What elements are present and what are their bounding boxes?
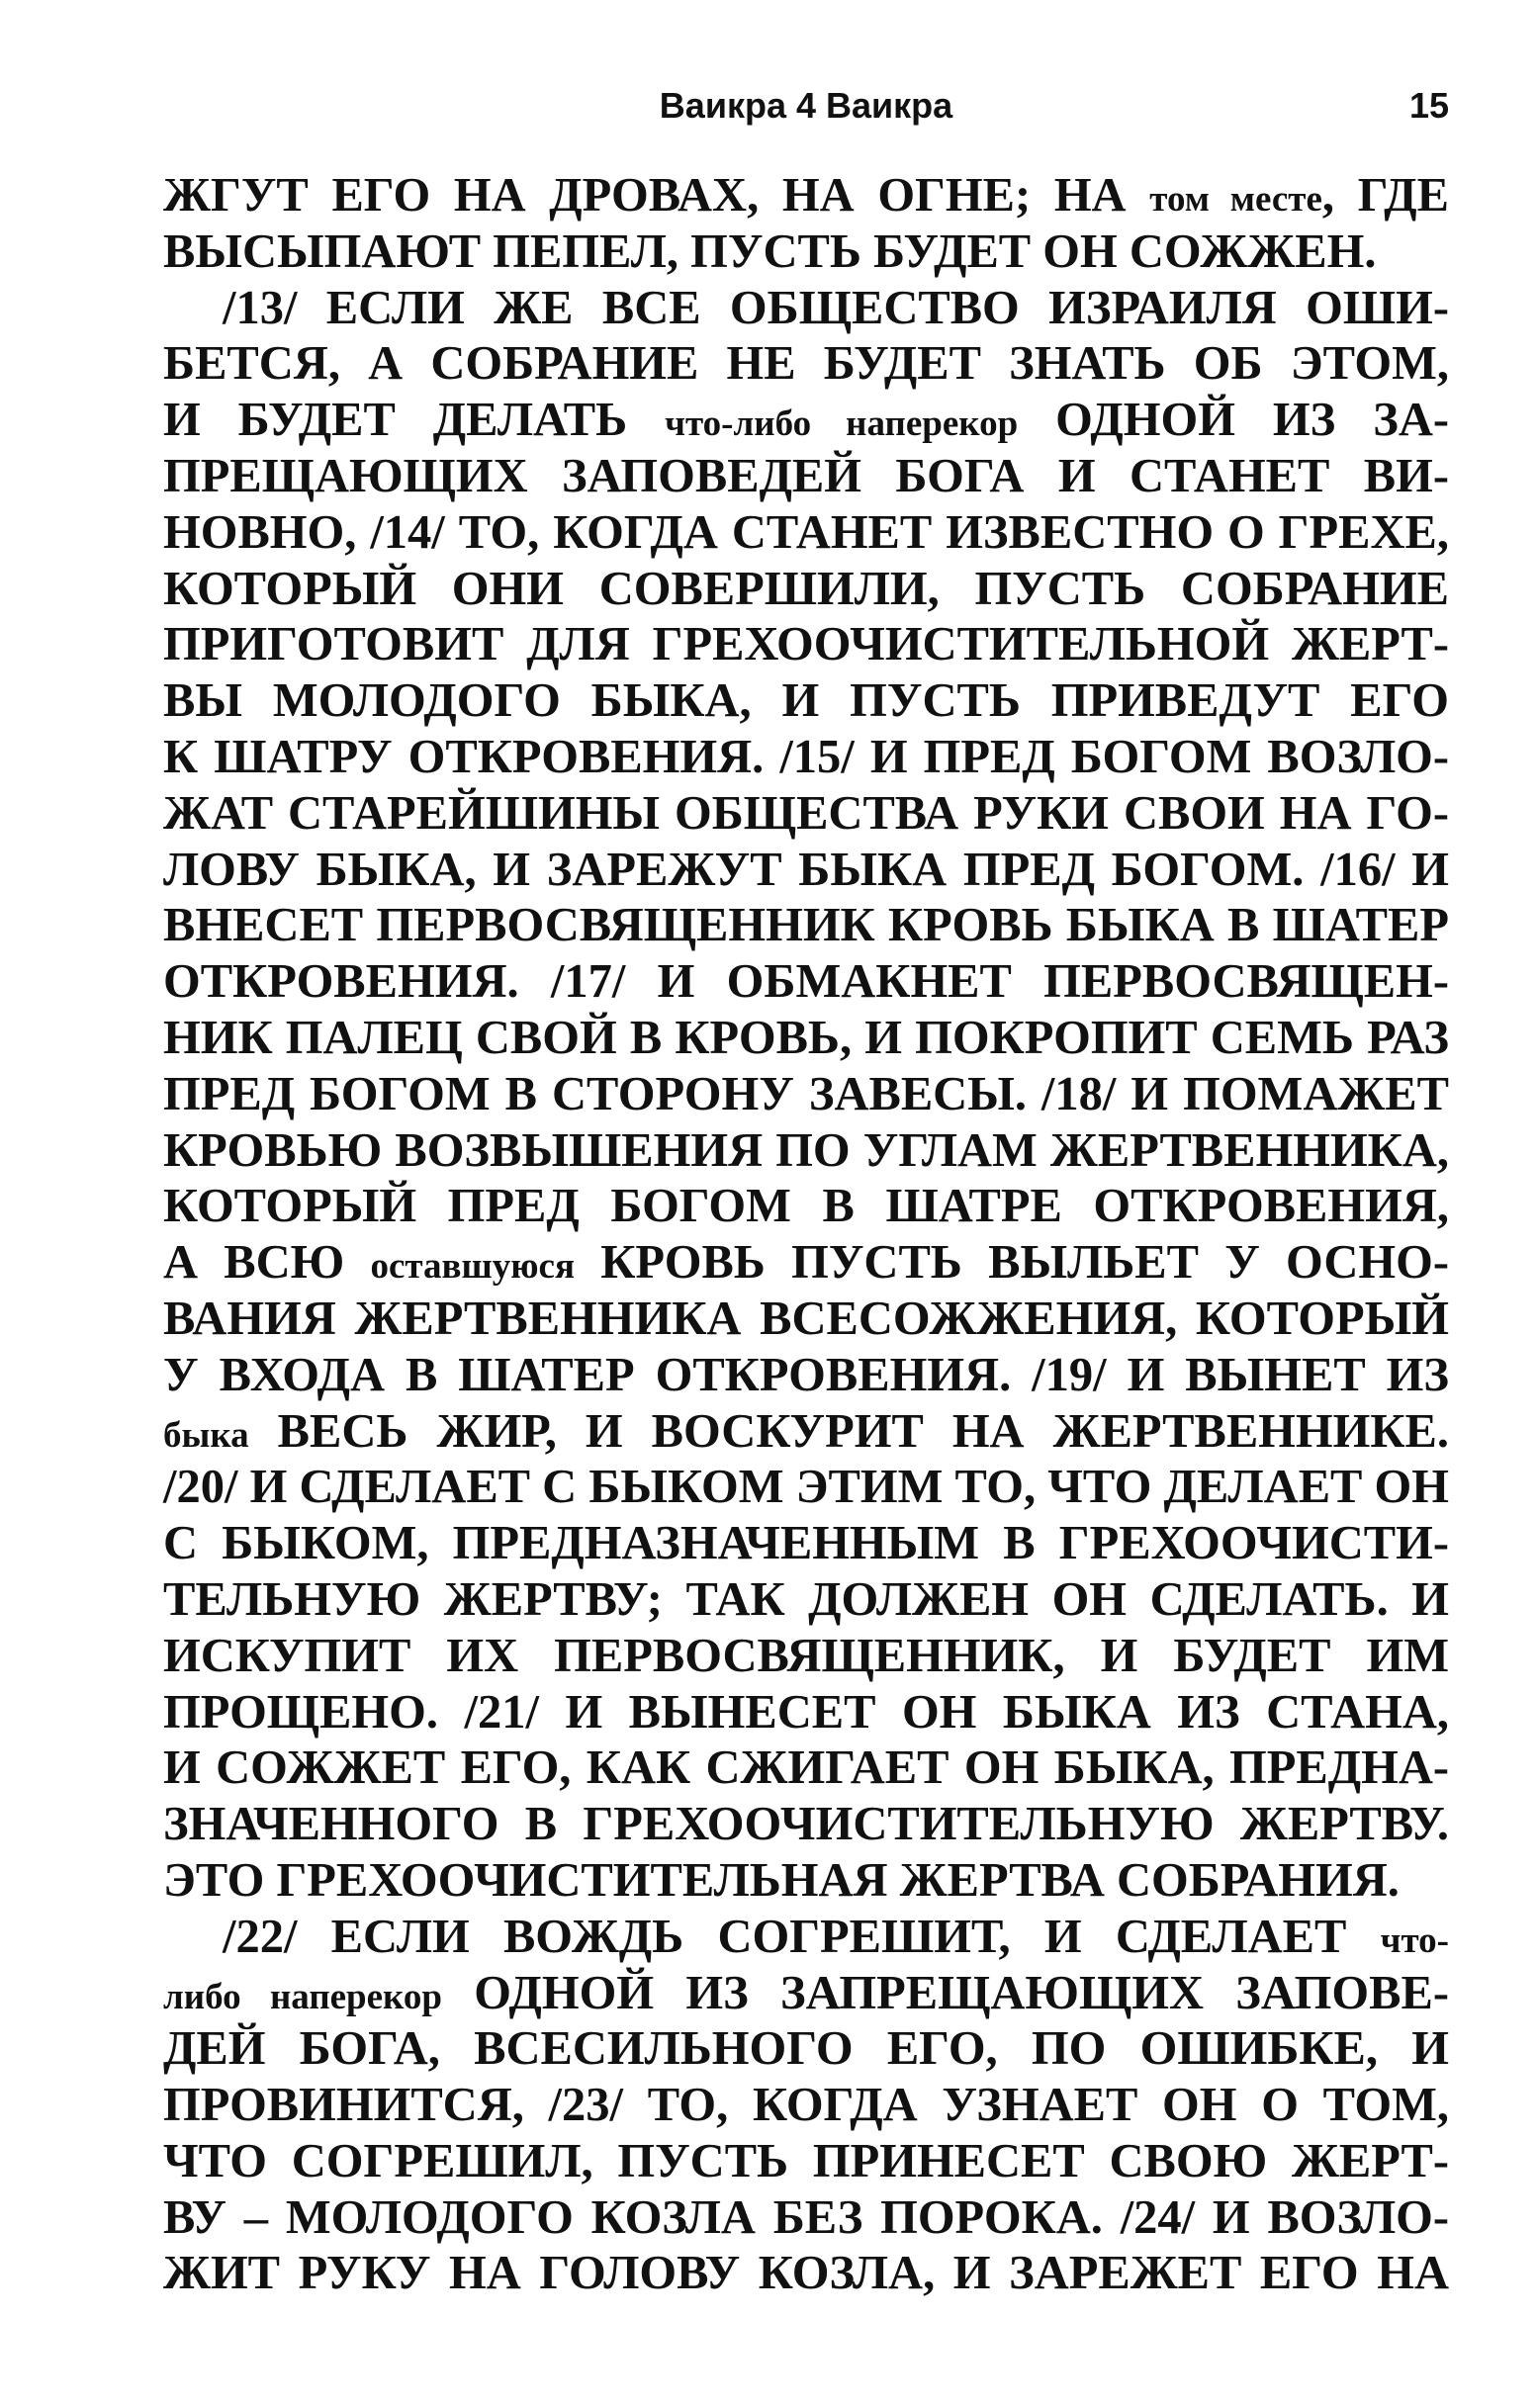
text-line: ПРЕЩАЮЩИХ ЗАПОВЕДЕЙ БОГА И СТАНЕТ ВИ-: [163, 449, 1449, 502]
page-number: 15: [1408, 85, 1449, 126]
text-line: ВЫ МОЛОДОГО БЫКА, И ПУСТЬ ПРИВЕДУТ ЕГО: [163, 674, 1449, 728]
text-line: ТЕЛЬНУЮ ЖЕРТВУ; ТАК ДОЛЖЕН ОН СДЕЛАТЬ. И: [163, 1572, 1449, 1626]
text-line: ЭТО ГРЕХООЧИСТИТЕЛЬНАЯ ЖЕРТВА СОБРАНИЯ.: [163, 1853, 1400, 1907]
text-line: БЕТСЯ, А СОБРАНИЕ НЕ БУДЕТ ЗНАТЬ ОБ ЭТОМ,: [163, 337, 1449, 391]
text-line: ПРОВИНИТСЯ, /23/ ТО, КОГДА УЗНАЕТ ОН О ТОМ,: [163, 2079, 1449, 2132]
body-text: [163, 168, 1449, 2302]
text-line: А ВСЮ оставшуюся КРОВЬ ПУСТЬ ВЫЛЬЕТ У ОСНО-: [163, 1236, 1449, 1290]
text-line: ВУ – МОЛОДОГО КОЗЛА БЕЗ ПОРОКА. /24/ И ВОЗЛО-: [163, 2190, 1449, 2244]
text-line: И СОЖЖЕТ ЕГО, КАК СЖИГАЕТ ОН БЫКА, ПРЕДНА-: [163, 1741, 1449, 1795]
text-line: /13/ ЕСЛИ ЖЕ ВСЕ ОБЩЕСТВО ИЗРАИЛЯ ОШИ-: [223, 281, 1449, 334]
text-line: ОТКРОВЕНИЯ. /17/ И ОБМАКНЕТ ПЕРВОСВЯЩЕН-: [163, 955, 1449, 1009]
text-line: ПРОЩЕНО. /21/ И ВЫНЕСЕТ ОН БЫКА ИЗ СТАНА,: [163, 1685, 1449, 1739]
text-line: ЖАТ СТАРЕЙШИНЫ ОБЩЕСТВА РУКИ СВОИ НА ГО-: [163, 786, 1449, 840]
text-line: ПРЕД БОГОМ В СТОРОНУ ЗАВЕСЫ. /18/ И ПОМАЖЕТ: [163, 1067, 1449, 1120]
text-line: ИСКУПИТ ИХ ПЕРВОСВЯЩЕННИК, И БУДЕТ ИМ: [163, 1629, 1449, 1682]
text-line: КОТОРЫЙ ОНИ СОВЕРШИЛИ, ПУСТЬ СОБРАНИЕ: [163, 562, 1449, 615]
text-line: КРОВЬЮ ВОЗВЫШЕНИЯ ПО УГЛАМ ЖЕРТВЕННИКА,: [163, 1123, 1449, 1177]
text-line: ПРИГОТОВИТ ДЛЯ ГРЕХООЧИСТИТЕЛЬНОЙ ЖЕРТ-: [163, 618, 1449, 671]
text-line: ЛОВУ БЫКА, И ЗАРЕЖУТ БЫКА ПРЕД БОГОМ. /16/ И: [163, 843, 1449, 896]
text-line: быка ВЕСЬ ЖИР, И ВОСКУРИТ НА ЖЕРТВЕННИКЕ.: [163, 1404, 1449, 1458]
text-line: ДЕЙ БОГА, ВСЕСИЛЬНОГО ЕГО, ПО ОШИБКЕ, И: [163, 2022, 1449, 2076]
text-line: ВАНИЯ ЖЕРТВЕННИКА ВСЕСОЖЖЕНИЯ, КОТОРЫЙ: [163, 1292, 1449, 1345]
text-line: К ШАТРУ ОТКРОВЕНИЯ. /15/ И ПРЕД БОГОМ ВОЗЛО-: [163, 730, 1449, 783]
text-line: ЧТО СОГРЕШИЛ, ПУСТЬ ПРИНЕСЕТ СВОЮ ЖЕРТ-: [163, 2134, 1449, 2187]
text-line: либо наперекор ОДНОЙ ИЗ ЗАПРЕЩАЮЩИХ ЗАПОВЕ-: [163, 1966, 1449, 2019]
running-title: Ваикра 4 Ваикра: [659, 85, 953, 126]
text-line: ЖГУТ ЕГО НА ДРОВАХ, НА ОГНЕ; НА том месте, ГДЕ: [163, 169, 1450, 222]
text-line: ЖИТ РУКУ НА ГОЛОВУ КОЗЛА, И ЗАРЕЖЕТ ЕГО НА: [163, 2247, 1449, 2300]
text-line: /22/ ЕСЛИ ВОЖДЬ СОГРЕШИТ, И СДЕЛАЕТ что-: [223, 1910, 1449, 1963]
running-head: [163, 81, 1449, 131]
text-line: ВЫСЫПАЮТ ПЕПЕЛ, ПУСТЬ БУДЕТ ОН СОЖЖЕН.: [163, 224, 1377, 278]
text-line: ЗНАЧЕННОГО В ГРЕХООЧИСТИТЕЛЬНУЮ ЖЕРТВУ.: [163, 1798, 1449, 1851]
text-line: /20/ И СДЕЛАЕТ С БЫКОМ ЭТИМ ТО, ЧТО ДЕЛАЕТ ОН: [163, 1461, 1449, 1514]
text-line: НИК ПАЛЕЦ СВОЙ В КРОВЬ, И ПОКРОПИТ СЕМЬ РАЗ: [163, 1011, 1449, 1064]
text-line: ВНЕСЕТ ПЕРВОСВЯЩЕННИК КРОВЬ БЫКА В ШАТЕР: [163, 899, 1449, 952]
text-line: С БЫКОМ, ПРЕДНАЗНАЧЕННЫМ В ГРЕХООЧИСТИ-: [163, 1517, 1449, 1570]
text-line: И БУДЕТ ДЕЛАТЬ что-либо наперекор ОДНОЙ ИЗ ЗА-: [163, 394, 1449, 447]
text-line: КОТОРЫЙ ПРЕД БОГОМ В ШАТРЕ ОТКРОВЕНИЯ,: [163, 1180, 1449, 1233]
text-line: НОВНО, /14/ ТО, КОГДА СТАНЕТ ИЗВЕСТНО О ГРЕХЕ,: [163, 505, 1449, 559]
text-line: У ВХОДА В ШАТЕР ОТКРОВЕНИЯ. /19/ И ВЫНЕТ ИЗ: [163, 1348, 1449, 1401]
